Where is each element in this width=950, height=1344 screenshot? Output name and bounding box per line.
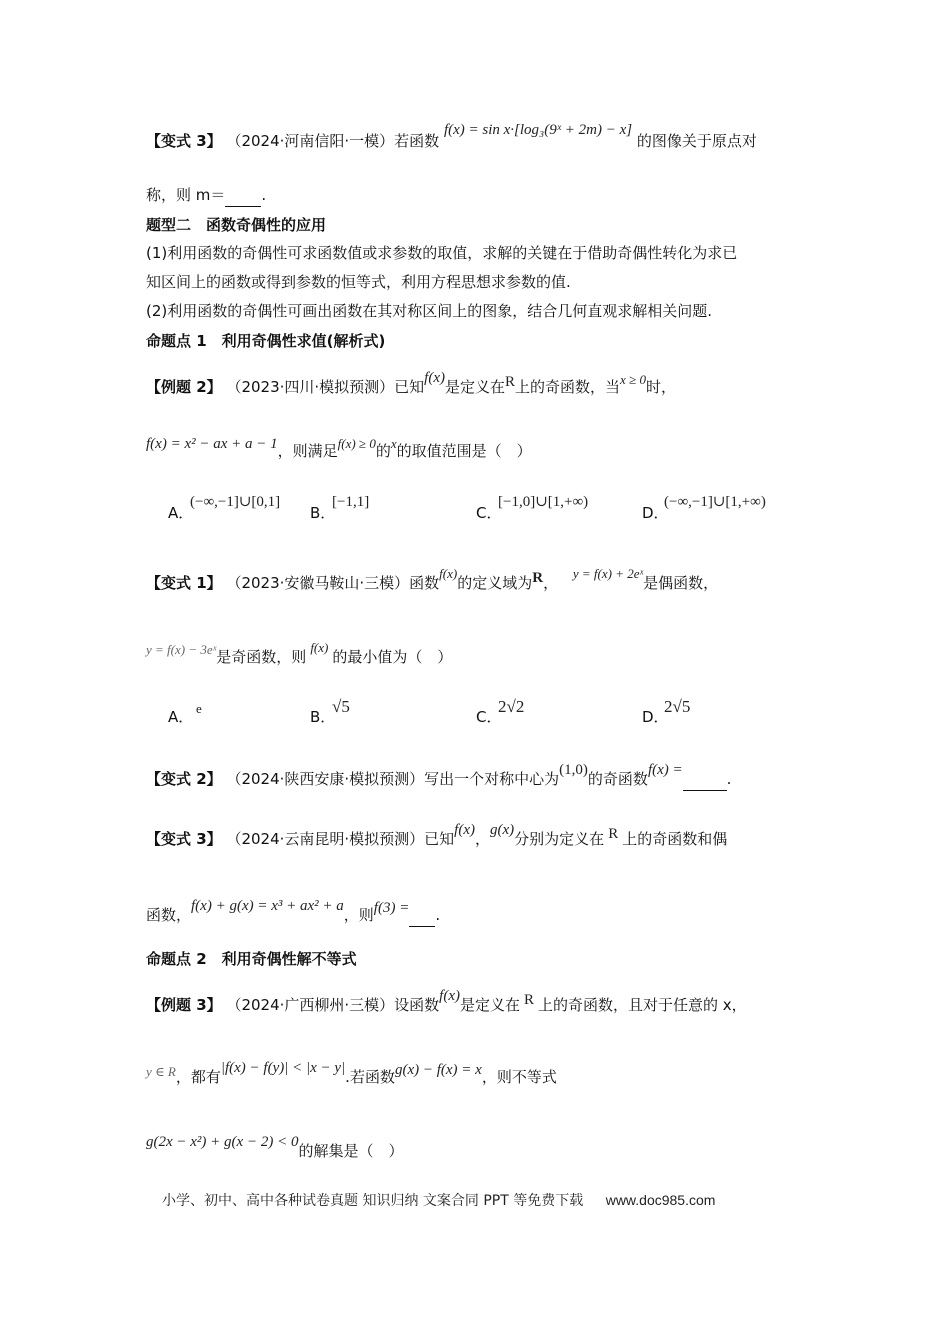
- y-in-R: y ∈ R: [146, 1064, 176, 1079]
- text: 是定义在: [445, 378, 506, 396]
- inequality: g(2x − x²) + g(x − 2) < 0: [146, 1134, 299, 1150]
- section-title: 题型二 函数奇偶性的应用: [146, 216, 327, 234]
- answer-blank[interactable]: [225, 184, 261, 207]
- option-value: e: [196, 701, 202, 716]
- text: 的定义域为: [457, 574, 533, 592]
- footer-site-link[interactable]: www.doc985.com: [605, 1192, 716, 1208]
- point-title: 命题点 1 利用奇偶性求值(解析式): [146, 332, 386, 350]
- section-paragraph-2: (2)利用函数的奇偶性可画出函数在其对称区间上的图象，结合几何直观求解相关问题.: [146, 302, 713, 320]
- text: 的奇函数: [587, 770, 648, 788]
- text: .若函数: [345, 1068, 395, 1086]
- option-a[interactable]: [168, 494, 281, 523]
- text: 时，: [645, 378, 676, 396]
- option-d[interactable]: [642, 494, 766, 523]
- text: ，则不等式: [481, 1068, 557, 1086]
- example3-line3: [146, 1134, 404, 1163]
- text: 函数，: [146, 906, 192, 924]
- text: 上的奇函数和偶: [622, 830, 728, 848]
- text: 是定义在: [460, 996, 521, 1014]
- text: 上的奇函数，且对于任意的 x，: [538, 996, 747, 1014]
- variant-label: 【变式 1】: [146, 574, 222, 592]
- example2-line1: [146, 370, 676, 399]
- example-label: 【例题 2】: [146, 378, 222, 396]
- variant-label: 【变式 3】: [146, 132, 222, 150]
- real-set: R: [608, 826, 619, 842]
- section-paragraph-1b: 知区间上的函数或得到参数的恒等式，利用方程思想求参数的值.: [146, 273, 571, 291]
- variable: x: [390, 436, 397, 451]
- variant3b-line2: [146, 898, 441, 927]
- option-b[interactable]: [310, 494, 370, 523]
- option-label: A．: [168, 504, 194, 522]
- answer-blank[interactable]: [683, 768, 727, 791]
- text: 上的奇函数，当: [515, 378, 621, 396]
- example-source: （2024·广西柳州·三模）设函数: [226, 996, 440, 1014]
- fx: f(x): [310, 640, 329, 655]
- option-value: √5: [332, 697, 350, 716]
- option-label: B．: [310, 504, 336, 522]
- text: 的解集是（ ）: [298, 1142, 404, 1160]
- point-title: 命题点 2 利用奇偶性解不等式: [146, 950, 357, 968]
- real-set: R: [524, 992, 535, 1008]
- option-value: 2√2: [498, 697, 525, 716]
- example-label: 【例题 3】: [146, 996, 222, 1014]
- option-c[interactable]: [476, 494, 589, 523]
- real-set: R: [532, 570, 544, 586]
- text: 是偶函数，: [643, 574, 719, 592]
- text: 的取值范围是（ ）: [396, 442, 532, 460]
- option-c[interactable]: [476, 697, 525, 727]
- gx: g(x): [490, 822, 515, 838]
- option-value: (−∞,−1]∪[0,1]: [190, 494, 281, 510]
- fx: f(x): [439, 566, 458, 581]
- period: .: [435, 906, 441, 924]
- odd-function: y = f(x) − 3eˣ: [146, 642, 217, 657]
- variant-label: 【变式 2】: [146, 770, 222, 788]
- formula: f(x) = sin x·[log₃(9ˣ + 2m) − x]: [443, 122, 633, 138]
- option-label: C．: [476, 504, 502, 522]
- section-paragraph-1a: (1)利用函数的奇偶性可求函数值或求参数的取值，求解的关键在于借助奇偶性转化为求已: [146, 244, 738, 262]
- variant1-line2: [146, 640, 453, 669]
- text: ，: [475, 830, 491, 848]
- option-label: D．: [642, 708, 669, 726]
- text: 的最小值为（ ）: [332, 648, 453, 666]
- example3-line2: [146, 1060, 557, 1089]
- even-function: y = f(x) + 2eˣ: [572, 566, 644, 581]
- variant-source: （2024·陕西安康·模拟预测）写出一个对称中心为: [226, 770, 560, 788]
- text: 分别为定义在: [514, 830, 605, 848]
- option-value: [−1,0]∪[1,+∞): [498, 494, 589, 510]
- variant-source: （2024·云南昆明·模拟预测）已知: [226, 830, 455, 848]
- lipschitz-condition: |f(x) − f(y)| < |x − y|: [220, 1060, 346, 1076]
- example3-line1: [146, 988, 747, 1017]
- option-a[interactable]: [168, 701, 202, 727]
- period: .: [726, 770, 732, 788]
- text: ，则: [343, 906, 374, 924]
- example-source: （2023·四川·模拟预测）已知: [226, 378, 425, 396]
- f-of-3: f(3) =: [373, 900, 410, 916]
- variant-source: （2024·河南信阳·一模）若函数: [226, 132, 440, 150]
- text: ，都有: [175, 1068, 221, 1086]
- equation: f(x) + g(x) = x³ + ax² + a: [191, 898, 344, 914]
- inequality: f(x) ≥ 0: [337, 436, 376, 451]
- period: .: [261, 186, 267, 204]
- g-definition: g(x) − f(x) = x: [394, 1062, 482, 1078]
- variant-text: 的图像关于原点对: [636, 132, 757, 150]
- option-d[interactable]: [642, 697, 691, 727]
- variant-source: （2023·安徽马鞍山·三模）函数: [226, 574, 440, 592]
- footer: [162, 1190, 715, 1210]
- text: 是奇函数，则: [216, 648, 307, 666]
- fx: f(x) =: [647, 762, 683, 778]
- example2-line2: [146, 436, 532, 463]
- variant3a-line1: [146, 122, 757, 153]
- footer-text: 小学、初中、高中各种试卷真题 知识归纳 文案合同 PPT 等免费下载: [162, 1193, 584, 1209]
- variant3a-line2: [146, 184, 266, 207]
- option-value: [−1,1]: [332, 494, 370, 510]
- variant3b-line1: [146, 822, 728, 851]
- variant1-line1: [146, 566, 719, 595]
- fx: f(x): [454, 822, 475, 838]
- symmetry-center: (1,0): [559, 762, 588, 778]
- condition: x ≥ 0: [620, 372, 646, 387]
- fx: f(x): [424, 370, 445, 386]
- text: ，则满足: [277, 442, 338, 460]
- option-b[interactable]: [310, 697, 350, 727]
- text: ，: [543, 574, 559, 592]
- variant2-line: [146, 762, 732, 791]
- option-value: (−∞,−1]∪[1,+∞): [664, 494, 766, 510]
- question-text: 称，则 m＝: [146, 186, 226, 204]
- answer-blank[interactable]: [409, 904, 435, 927]
- definition: f(x) = x² − ax + a − 1: [146, 436, 278, 452]
- option-label: A．: [168, 708, 194, 726]
- real-set: R: [505, 374, 516, 390]
- option-label: B．: [310, 708, 336, 726]
- option-label: C．: [476, 708, 502, 726]
- option-value: 2√5: [664, 697, 691, 716]
- option-label: D．: [642, 504, 669, 522]
- variant-label: 【变式 3】: [146, 830, 222, 848]
- text: 的: [375, 442, 391, 460]
- fx: f(x): [439, 988, 460, 1004]
